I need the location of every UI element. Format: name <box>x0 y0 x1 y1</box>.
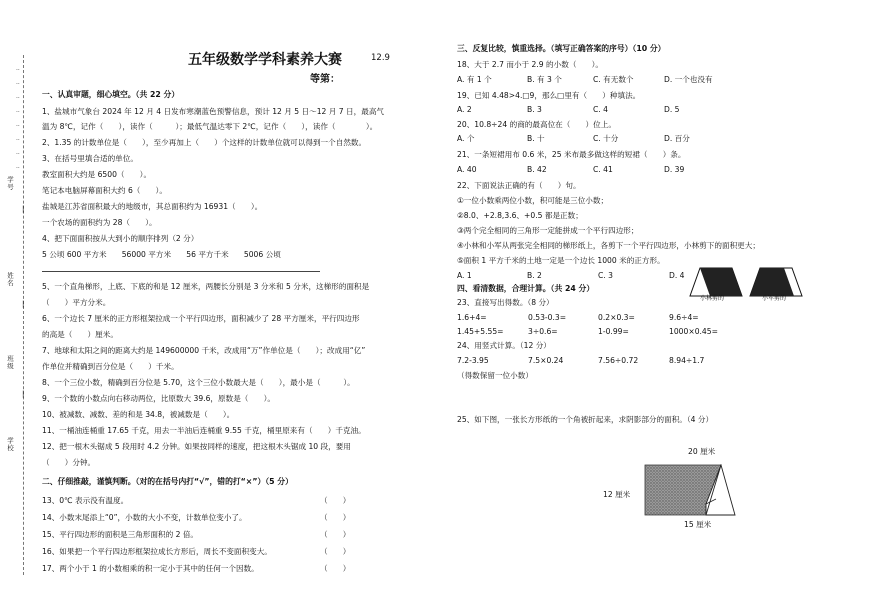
question-4: 4、把下面面积按从大到小的顺序排列（2 分） <box>42 234 199 243</box>
option-d: D. 5 <box>664 105 680 114</box>
question-7: 7、地球和太阳之间的距离大约是 149600000 千米，改成用“万”作单位是（ ）；改成用“亿” <box>42 346 366 355</box>
statement: ⑤面积 1 平方千米的土地一定是一个边长 1000 米的正方形。 <box>457 256 665 265</box>
option-c: C. 十分 <box>593 134 619 143</box>
option-a: A. 个 <box>457 134 475 143</box>
option-c: C. 4 <box>593 105 608 114</box>
statement: ④小林和小军从两张完全相同的梯形纸上，各剪下一个平行四边形，小林剪下的面积更大； <box>457 241 760 250</box>
option-d: D. 39 <box>664 165 685 174</box>
figure-bottom-label: 15 厘米 <box>684 520 712 529</box>
binding-label-student-id: 学号 <box>6 176 14 191</box>
oral-calc: 1.45+5.55= <box>457 327 504 336</box>
trapezoid-label-xiaolin: 小林剪的 <box>700 295 725 302</box>
figure-left-label: 12 厘米 <box>603 490 631 499</box>
option-b: B. 十 <box>527 134 545 143</box>
question-1-cont: 温为 8℃，记作（ ），读作（ ）；最低气温达零下 2℃，记作（ ），读作（ ）。 <box>42 122 378 131</box>
question-1: 1、盐城市气象台 2024 年 12 月 4 日发布寒潮蓝色预警信息，预计 12 月 5 日～12 月 7 日，最高气 <box>42 107 385 116</box>
question-12-cont: （ ）分钟。 <box>42 458 96 467</box>
question-19: 19、已知 4.48>4.□9，那么□里有（ ）种填法。 <box>457 91 641 100</box>
vertical-calc: 7.2-3.95 <box>457 356 489 365</box>
oral-calc: 0.2×0.3= <box>598 313 635 322</box>
option-a: A. 1 <box>457 271 472 280</box>
binding-mark-sep: | <box>22 300 25 308</box>
page-date: 12.9 <box>371 53 390 63</box>
question-24: 24、用竖式计算。（12 分） <box>457 341 551 350</box>
vertical-calc: 7.5×0.24 <box>528 356 564 365</box>
folded-rectangle-figure <box>644 464 736 516</box>
question-11: 11、一桶油连桶重 17.65 千克，用去一半油后连桶重 9.55 千克，桶里原来有（ ）千克油。 <box>42 426 366 435</box>
question-3b: 笔记本电脑屏幕面积大约 6（ ）。 <box>42 186 167 195</box>
oral-calc: 1-0.99= <box>598 327 629 336</box>
section-4-heading: 四、看清数据，合理计算。（共 24 分） <box>457 284 595 293</box>
judge-item: 15、平行四边形的面积是三角形面积的 2 倍。 <box>42 530 199 539</box>
judge-mark[interactable]: （ ） <box>320 513 351 522</box>
question-6: 6、一个边长 7 厘米的正方形框架拉成一个平行四边形，面积减少了 28 平方厘米，平行四边形 <box>42 314 360 323</box>
option-d: D. 一个也没有 <box>664 75 713 84</box>
answer-line <box>42 271 320 272</box>
question-8: 8、一个三位小数，精确到百分位是 5.70，这个三位小数最大是（ ），最小是（ ）。 <box>42 378 355 387</box>
option-a: A. 40 <box>457 165 477 174</box>
judge-item: 17、两个小于 1 的小数相乘的积一定小于其中的任何一个因数。 <box>42 564 259 573</box>
question-20: 20、10.8÷24 的商的最高位在（ ）位上。 <box>457 120 616 129</box>
oral-calc: 9.6÷4= <box>669 313 699 322</box>
vertical-calc: 7.56÷0.72 <box>598 356 639 365</box>
option-c: C. 有无数个 <box>593 75 634 84</box>
question-4-items: 5 公顷 600 平方米 56000 平方米 56 平方千米 5006 公顷 <box>42 250 281 259</box>
oral-calc: 1000×0.45= <box>669 327 718 336</box>
question-3: 3、在括号里填合适的单位。 <box>42 154 138 163</box>
figure-top-label: 20 厘米 <box>688 447 716 456</box>
rounding-note: （得数保留一位小数） <box>457 371 533 380</box>
trapezoid-xiaojun <box>750 268 802 296</box>
judge-mark[interactable]: （ ） <box>320 496 351 505</box>
option-c: C. 41 <box>593 165 613 174</box>
option-b: B. 3 <box>527 105 542 114</box>
question-7-cont: 作单位并精确到百分位是（ ）千米。 <box>42 362 179 371</box>
question-18: 18、大于 2.7 而小于 2.9 的小数（ ）。 <box>457 60 603 69</box>
question-10: 10、被减数、减数、差的和是 34.8，被减数是（ ）。 <box>42 410 235 419</box>
option-a: A. 有 1 个 <box>457 75 492 84</box>
binding-dashed-line <box>23 55 24 575</box>
judge-item: 14、小数末尾添上“0”，小数的大小不变，计数单位变小了。 <box>42 513 247 522</box>
binding-marks: ·· ·· ·· ·· ·· ·· ·· ·· <box>16 67 20 172</box>
grade-label: 等第： <box>310 74 340 85</box>
question-3c: 盐城是江苏省面积最大的地级市，其总面积约为 16931（ ）。 <box>42 202 263 211</box>
binding-label-name: 姓名 <box>6 272 14 287</box>
oral-calc: 3÷0.6= <box>528 327 558 336</box>
option-d: D. 4 <box>669 271 685 280</box>
question-12: 12、把一根木头锯成 5 段用时 4.2 分钟。如果按同样的速度，把这根木头锯成 10 段，要用 <box>42 442 351 451</box>
option-b: B. 2 <box>527 271 542 280</box>
statement: ①一位小数乘两位小数，积可能是三位小数； <box>457 196 609 205</box>
question-21: 21、一条短裙用布 0.6 米，25 米布最多做这样的短裙（ ）条。 <box>457 150 686 159</box>
question-3a: 教室面积大约是 6500（ ）。 <box>42 170 152 179</box>
question-25: 25、如下图，一张长方形纸的一个角被折起来，求阴影部分的面积。（4 分） <box>457 415 714 424</box>
binding-label-class: 班级 <box>6 355 14 370</box>
vertical-calc: 8.94÷1.7 <box>669 356 705 365</box>
judge-item: 16、如果把一个平行四边形框架拉成长方形后，周长不变面积变大。 <box>42 547 272 556</box>
question-5-cont: （ ）平方分米。 <box>42 298 111 307</box>
question-23: 23、直接写出得数。（8 分） <box>457 298 554 307</box>
page-title: 五年级数学学科素养大赛 <box>188 52 342 68</box>
option-a: A. 2 <box>457 105 472 114</box>
question-2: 2、1.35 的计数单位是（ ），至少再加上（ ）个这样的计数单位就可以得到一个自然数。 <box>42 138 367 147</box>
option-b: B. 有 3 个 <box>527 75 562 84</box>
binding-mark-sep: | <box>22 205 25 213</box>
binding-mark-sep: | <box>22 390 25 398</box>
option-d: D. 百分 <box>664 134 690 143</box>
binding-label-school: 学校 <box>6 437 14 452</box>
section-3-heading: 三、反复比较，慎重选择。（填写正确答案的序号）（10 分） <box>457 44 666 53</box>
question-6-cont: 的高是（ ）厘米。 <box>42 330 118 339</box>
judge-mark[interactable]: （ ） <box>320 547 351 556</box>
question-9: 9、一个数的小数点向右移动两位，比原数大 39.6，原数是（ ）。 <box>42 394 275 403</box>
oral-calc: 0.53-0.3= <box>528 313 567 322</box>
statement: ③两个完全相同的三角形一定能拼成一个平行四边形； <box>457 226 639 235</box>
option-c: C. 3 <box>598 271 613 280</box>
section-1-heading: 一、认真审题，细心填空。（共 22 分） <box>42 90 180 99</box>
option-b: B. 42 <box>527 165 547 174</box>
judge-item: 13、0℃ 表示没有温度。 <box>42 496 129 505</box>
trapezoid-label-xiaojun: 小军剪的 <box>762 295 787 302</box>
question-5: 5、一个直角梯形，上底、下底的和是 12 厘米，两腰长分别是 3 分米和 5 分米，这梯形的面积是 <box>42 282 370 291</box>
question-22: 22、下面说法正确的有（ ）句。 <box>457 181 581 190</box>
trapezoid-xiaolin <box>690 268 742 296</box>
statement: ②8.0、+2.8,3.6、+0.5 都是正数； <box>457 211 583 220</box>
judge-mark[interactable]: （ ） <box>320 564 351 573</box>
section-2-heading: 二、仔细推敲，谨慎判断。（对的在括号内打“√”，错的打“×”）（5 分） <box>42 477 293 486</box>
question-3d: 一个农场的面积约为 28（ ）。 <box>42 218 157 227</box>
judge-mark[interactable]: （ ） <box>320 530 351 539</box>
oral-calc: 1.6+4= <box>457 313 487 322</box>
